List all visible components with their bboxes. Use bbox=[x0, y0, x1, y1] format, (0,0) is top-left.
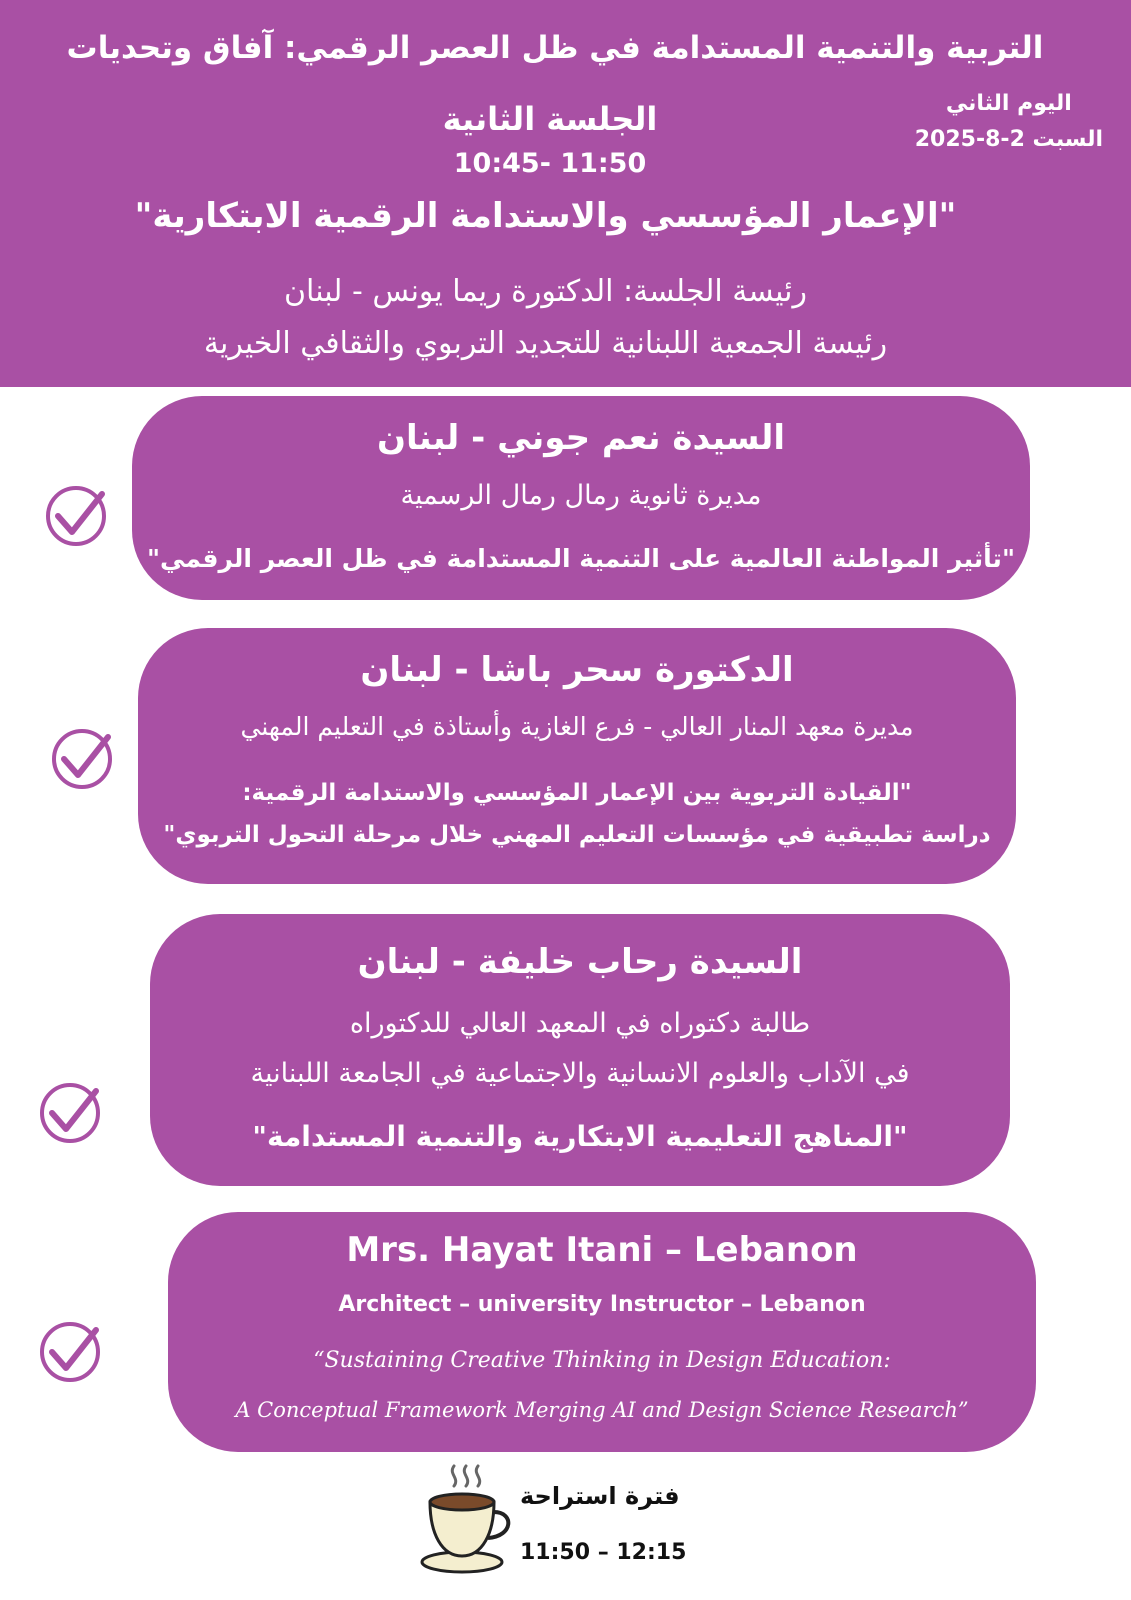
session-chair-org: رئيسة الجمعية اللبنانية للتجديد التربوي والثقافي الخيرية bbox=[203, 326, 888, 361]
speaker-role-line1: طالبة دكتوراه في المعهد العالي للدكتوراه bbox=[349, 1008, 811, 1039]
date-label: السبت 2-8-2025 bbox=[914, 127, 1103, 152]
speaker-name: Mrs. Hayat Itani – Lebanon bbox=[346, 1230, 858, 1270]
speaker-card-3 bbox=[150, 914, 1010, 1186]
speaker-role: مديرة معهد المنار العالي - فرع الغازية وأستاذة في التعليم المهني bbox=[240, 712, 914, 741]
speaker-card-2 bbox=[138, 628, 1016, 884]
check-circle-icon bbox=[38, 1320, 102, 1384]
session-chair: رئيسة الجلسة: الدكتورة ريما يونس - لبنان bbox=[284, 274, 807, 309]
speaker-topic-line1: "القيادة التربوية بين الإعمار المؤسسي والاستدامة الرقمية: bbox=[242, 780, 912, 806]
speaker-card-1 bbox=[132, 396, 1030, 600]
speaker-name: السيدة رحاب خليفة - لبنان bbox=[357, 942, 803, 982]
conference-title: التربية والتنمية المستدامة في ظل العصر الرقمي: آفاق وتحديات bbox=[66, 30, 1044, 66]
speaker-card-4 bbox=[168, 1212, 1036, 1452]
day-date-block bbox=[915, 86, 1103, 158]
speaker-role: Architect – university Instructor – Lebanon bbox=[338, 1292, 866, 1317]
speaker-topic-line1: “Sustaining Creative Thinking in Design Education: bbox=[313, 1348, 891, 1373]
day-label: اليوم الثاني bbox=[945, 91, 1072, 116]
speaker-role-line2: في الآداب والعلوم الانسانية والاجتماعية في الجامعة اللبنانية bbox=[250, 1058, 910, 1089]
speaker-topic: "المناهج التعليمية الابتكارية والتنمية المستدامة" bbox=[252, 1120, 908, 1153]
speaker-topic: "تأثير المواطنة العالمية على التنمية المستدامة في ظل العصر الرقمي" bbox=[147, 544, 1015, 573]
break-label: فترة استراحة bbox=[520, 1482, 680, 1510]
speaker-role: مديرة ثانوية رمال رمال الرسمية bbox=[400, 480, 762, 511]
speaker-topic-line2: A Conceptual Framework Merging AI and Design Science Research” bbox=[235, 1398, 969, 1422]
speaker-topic-line2: دراسة تطبيقية في مؤسسات التعليم المهني خلال مرحلة التحول التربوي" bbox=[163, 822, 991, 848]
session-title: الجلسة الثانية bbox=[442, 100, 658, 138]
coffee-cup-icon bbox=[418, 1462, 514, 1578]
break-time: 11:50 – 12:15 bbox=[520, 1540, 687, 1565]
check-circle-icon bbox=[44, 484, 108, 548]
check-circle-icon bbox=[50, 727, 114, 791]
speaker-name: الدكتورة سحر باشا - لبنان bbox=[360, 650, 794, 690]
session-theme: "الإعمار المؤسسي والاستدامة الرقمية الابتكارية" bbox=[134, 196, 957, 236]
session-header bbox=[0, 0, 1131, 387]
speaker-name: السيدة نعم جوني - لبنان bbox=[377, 418, 785, 458]
check-circle-icon bbox=[38, 1081, 102, 1145]
session-time: 10:45- 11:50 bbox=[453, 148, 647, 179]
